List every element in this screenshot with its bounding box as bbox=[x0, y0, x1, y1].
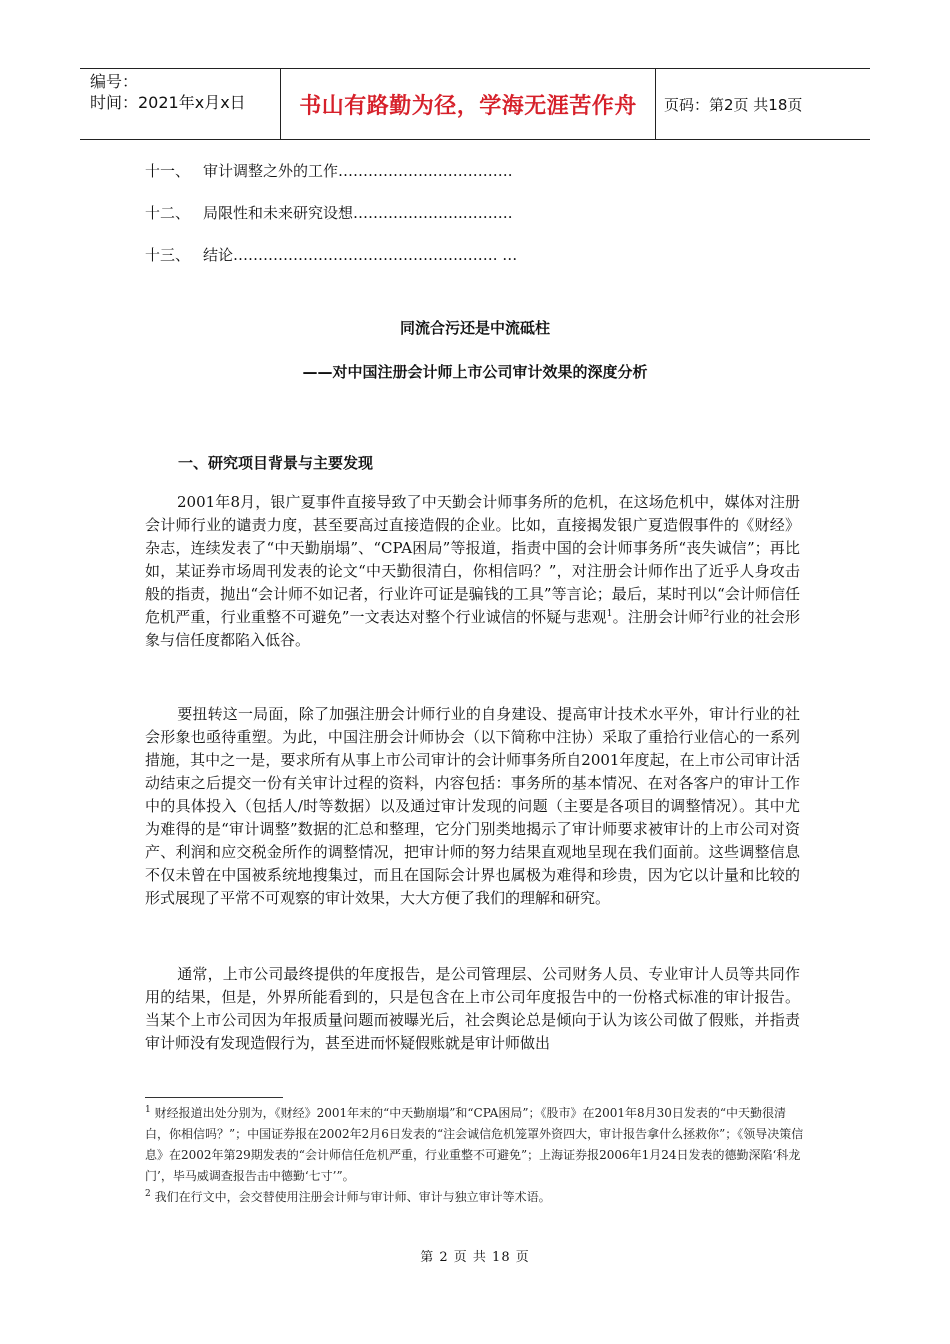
paragraph-3 bbox=[145, 963, 800, 1055]
toc-item-text: 局限性和未来研究设想………………….………. bbox=[203, 204, 513, 222]
document-title: 同流合污还是中流砥柱 bbox=[399, 319, 550, 337]
paragraph-1-text: 2001年8月，银广夏事件直接导致了中天勤会计师事务所的危机，在这场危机中，媒体对注册会计师行业的谴责力度，甚至要高过直接造假的企业。比如，直接揭发银广夏造假事件的《财经》杂志，连续发表了“中天勤崩塌”、“CPA困局”等报道，指责中国的会计师事务所“丧失诚信”；再比如，某证券市场周刊发表的论文“中天勤很清白，你相信吗？”，对注册会计师作出了近乎人身攻击般的指责，抛出“会计师不如记者，行业许可证是骗钱的工具”等言论；最后，某时刊以“会计师信任危机严重，行业重整不可避免”一文表达对整个行业诚信的怀疑与悲观 bbox=[145, 493, 800, 626]
toc-item-text: 结论……………………………………….……. … bbox=[203, 246, 518, 264]
footnote-2-mark: 2 bbox=[145, 1189, 151, 1199]
paragraph-1-text: 。注册会计师 bbox=[612, 608, 704, 626]
footnote-divider bbox=[145, 1097, 283, 1098]
header-time: 时间：2021年x月x日 bbox=[90, 93, 246, 112]
header-page-number: 页码：第2页 共18页 bbox=[664, 95, 803, 114]
footnote-1-mark: 1 bbox=[145, 1105, 151, 1115]
paragraph-3-text: 通常，上市公司最终提供的年度报告，是公司管理层、公司财务人员、专业审计人员等共同作用的结果，但是，外界所能看到的，只是包含在上市公司年度报告中的一份格式标准的审计报告。当某个上市公司因为年报质量问题而被曝光后，社会舆论总是倾向于认为该公司做了假账，并指责审计师没有发现造假行为，甚至进而怀疑假账就是审计师做出 bbox=[145, 965, 800, 1052]
toc-item-text: 审计调整之外的工作……………….……………. bbox=[203, 162, 513, 180]
paragraph-2 bbox=[145, 703, 800, 910]
toc-item[interactable] bbox=[145, 202, 517, 244]
page-header bbox=[80, 68, 870, 140]
paragraph-2-text: 要扭转这一局面，除了加强注册会计师行业的自身建设、提高审计技术水平外，审计行业的社会形象也亟待重塑。为此，中国注册会计师协会（以下简称中注协）采取了重拾行业信心的一系列措施，其中之一是，要求所有从事上市公司审计的会计师事务所自2001年度起，在上市公司审计活动结束之后提交一份有关审计过程的资料，内容包括：事务所的基本情况、在对各客户的审计工作中的具体投入（包括人/时等数据）以及通过审计发现的问题（主要是各项目的调整情况）。其中尤为难得的是“审计调整”数据的汇总和整理，它分门别类地揭示了审计师要求被审计的上市公司对资产、利润和应交税金所作的调整情况，把审计师的努力结果直观地呈现在我们面前。这些调整信息不仅未曾在中国被系统地搜集过，而且在国际会计界也属极为难得和珍贵，因为它以计量和比较的形式展现了平常不可观察的审计效果，大大方便了我们的理解和研究。 bbox=[145, 705, 800, 907]
footnote-ref-2[interactable]: 2 bbox=[703, 609, 710, 619]
footnote-2-text: 我们在行文中，会交替使用注册会计师与审计师、审计与独立审计等术语。 bbox=[154, 1190, 551, 1204]
toc-item[interactable] bbox=[145, 160, 517, 202]
footnote-1-text: 财经报道出处分别为，《财经》2001年末的“中天勤崩塌”和“CPA困局”；《股市》在2001年8月30日发表的“中天勤很清白，你相信吗？”；中国证券报在2002年2月6日发表的“注会诚信危机笼罩外资四大，审计报告拿什么拯救你”；《领导决策信息》在2002年第29期发表的“会计师信任危机严重，行业重整不可避免”；上海证券报2006年1月24日发表的德勤深陷‘科龙门’，毕马威调查报告击中德勤‘七寸’”。 bbox=[145, 1106, 804, 1183]
footnotes bbox=[145, 1103, 805, 1208]
header-meta bbox=[90, 71, 280, 113]
toc-item-number: 十三、 bbox=[145, 246, 191, 264]
page-footer: 第 2 页 共 18 页 bbox=[420, 1250, 530, 1265]
document-subtitle: ——对中国注册会计师上市公司审计效果的深度分析 bbox=[302, 363, 648, 381]
footnote-1 bbox=[145, 1103, 805, 1187]
footnote-2 bbox=[145, 1187, 805, 1208]
toc-item-number: 十一、 bbox=[145, 162, 191, 180]
table-of-contents bbox=[145, 160, 517, 286]
header-motto: 书山有路勤为径，学海无涯苦作舟 bbox=[299, 93, 637, 119]
toc-item[interactable] bbox=[145, 244, 517, 286]
header-divider bbox=[655, 69, 656, 139]
paragraph-1-text: 行业的社会形象与信任度都陷入低谷。 bbox=[145, 608, 800, 649]
paragraph-1 bbox=[145, 491, 800, 652]
section-heading: 一、研究项目背景与主要发现 bbox=[178, 454, 374, 472]
footnote-ref-1[interactable]: 1 bbox=[606, 609, 613, 619]
toc-item-number: 十二、 bbox=[145, 204, 191, 222]
header-code: 编号： bbox=[90, 72, 139, 91]
